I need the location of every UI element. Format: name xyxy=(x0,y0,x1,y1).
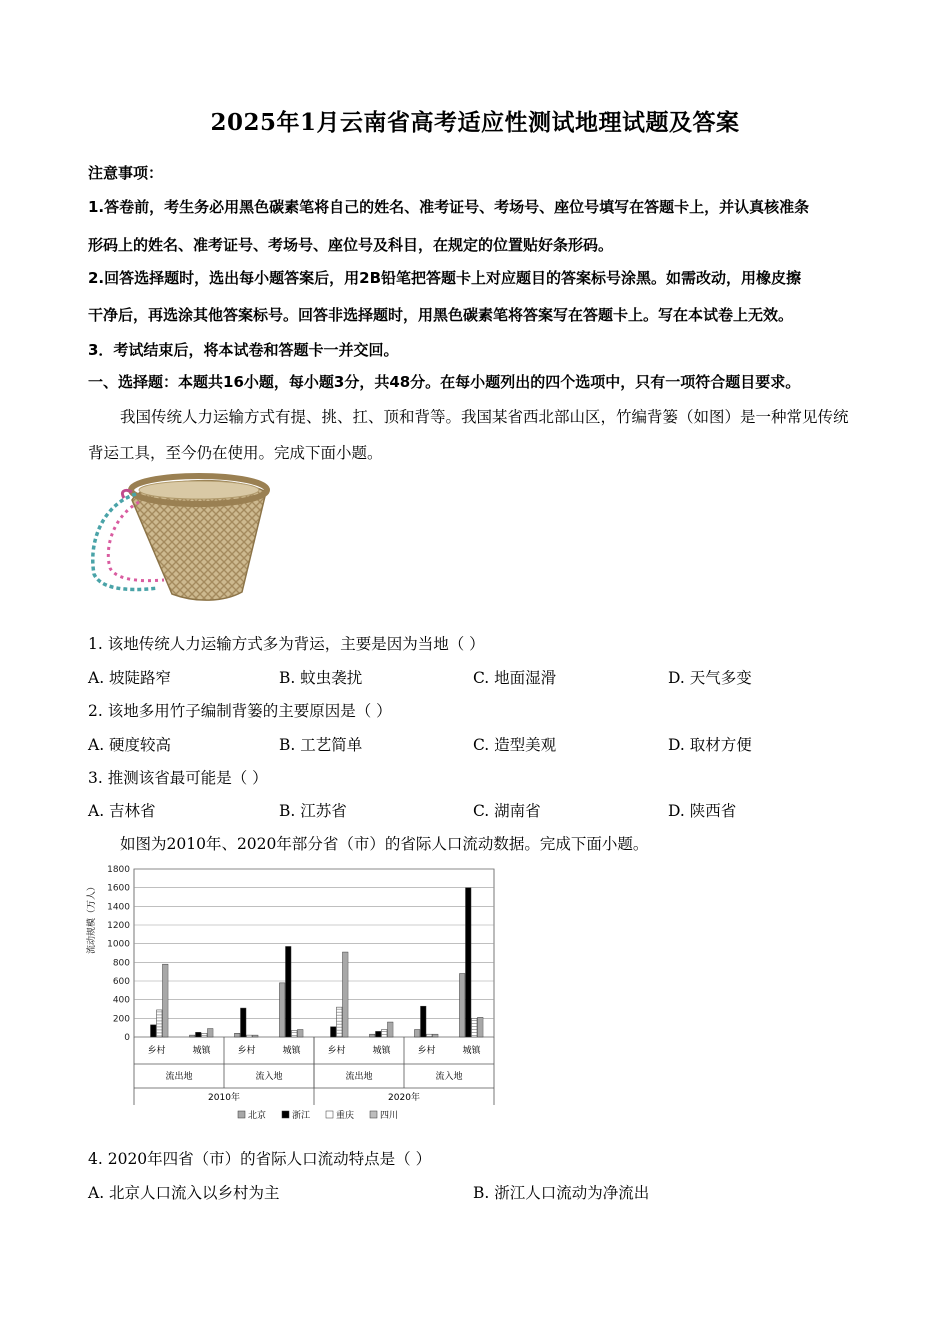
chart-bar-浙江 xyxy=(466,888,472,1037)
notes-heading: 注意事项： xyxy=(88,164,164,182)
chart-ytick-label: 1000 xyxy=(107,939,130,950)
chart-bar-重庆 xyxy=(292,1030,298,1037)
chart-bar-四川 xyxy=(433,1034,439,1037)
note-2-line-1: 2.回答选择题时，选出每小题答案后，用2B铅笔把答题卡上对应题目的答案标号涂黑。如需改动，用橡皮擦 xyxy=(88,269,802,287)
q3-option-a[interactable]: A. 吉林省 xyxy=(88,802,156,820)
chart-year-label: 2010年 xyxy=(208,1093,240,1103)
note-3: 3．考试结束后，将本试卷和答题卡一并交回。 xyxy=(88,341,399,359)
intro-2: 如图为2010年、2020年部分省（市）的省际人口流动数据。完成下面小题。 xyxy=(120,835,649,853)
chart-legend-swatch xyxy=(282,1111,289,1118)
page-title: 2025年1月云南省高考适应性测试地理试题及答案 xyxy=(210,109,740,136)
q3-option-c[interactable]: C. 湖南省 xyxy=(473,802,541,820)
chart-ytick-label: 0 xyxy=(124,1033,130,1043)
chart-bar-北京 xyxy=(190,1035,196,1037)
chart-group-label: 流入地 xyxy=(255,1072,283,1082)
chart-bar-浙江 xyxy=(241,1008,247,1037)
chart-bar-浙江 xyxy=(151,1025,157,1037)
chart-ytick-label: 200 xyxy=(112,1014,130,1025)
chart-bar-四川 xyxy=(163,964,169,1037)
chart-bar-四川 xyxy=(208,1029,214,1037)
chart-category-label: 乡村 xyxy=(327,1046,346,1056)
q1-option-a[interactable]: A. 坡陡路窄 xyxy=(88,669,172,687)
chart-category-label: 城镇 xyxy=(282,1046,301,1056)
chart-bar-北京 xyxy=(235,1033,241,1037)
chart-year-label: 2020年 xyxy=(388,1093,420,1103)
q1-stem: 1. 该地传统人力运输方式多为背运，主要是因为当地（ ） xyxy=(88,635,485,653)
q3-stem: 3. 推测该省最可能是（ ） xyxy=(88,769,268,787)
intro-1-line-2: 背运工具，至今仍在使用。完成下面小题。 xyxy=(88,444,383,462)
chart-category-label: 城镇 xyxy=(462,1046,481,1056)
chart-group-label: 流出地 xyxy=(165,1072,193,1082)
chart-legend-label: 重庆 xyxy=(336,1111,355,1121)
chart-bar-北京 xyxy=(370,1034,376,1037)
population-flow-chart xyxy=(80,858,496,1126)
q1-option-b[interactable]: B. 蚊虫袭扰 xyxy=(279,669,363,687)
chart-plot-frame xyxy=(134,869,494,1037)
chart-ytick-label: 1200 xyxy=(107,921,130,931)
chart-group-label: 流出地 xyxy=(345,1072,373,1082)
chart-legend-label: 浙江 xyxy=(292,1111,311,1121)
q3-option-d[interactable]: D. 陕西省 xyxy=(668,802,737,820)
chart-legend-swatch xyxy=(326,1111,333,1118)
q4-stem: 4. 2020年四省（市）的省际人口流动特点是（ ） xyxy=(88,1150,432,1168)
chart-ytick-label: 400 xyxy=(112,995,130,1006)
chart-bar-重庆 xyxy=(337,1007,343,1037)
chart-bar-四川 xyxy=(343,952,349,1037)
q4-option-b[interactable]: B. 浙江人口流动为净流出 xyxy=(473,1184,650,1202)
chart-ylabel: 流动规模（万人） xyxy=(87,881,97,955)
chart-bar-北京 xyxy=(280,983,286,1037)
chart-bar-重庆 xyxy=(427,1034,433,1037)
note-1-line-2: 形码上的姓名、准考证号、考场号、座位号及科目，在规定的位置贴好条形码。 xyxy=(88,236,614,254)
chart-bar-浙江 xyxy=(421,1006,427,1037)
chart-bar-重庆 xyxy=(247,1035,253,1037)
q3-option-b[interactable]: B. 江苏省 xyxy=(279,802,347,820)
chart-category-label: 城镇 xyxy=(192,1046,211,1056)
chart-bar-北京 xyxy=(460,974,466,1037)
chart-ytick-label: 1400 xyxy=(107,902,130,913)
note-2-line-2: 干净后，再选涂其他答案标号。回答非选择题时，用黑色碳素笔将答案写在答题卡上。写在本试卷上无效。 xyxy=(88,306,794,324)
chart-bar-重庆 xyxy=(472,1018,478,1037)
q2-option-c[interactable]: C. 造型美观 xyxy=(473,736,557,754)
intro-1-line-1: 我国传统人力运输方式有提、挑、扛、顶和背等。我国某省西北部山区，竹编背篓（如图）是一种常见传统 xyxy=(120,408,849,426)
chart-legend-swatch xyxy=(238,1111,245,1118)
chart-ytick-label: 1800 xyxy=(107,865,130,875)
chart-category-label: 城镇 xyxy=(372,1046,391,1056)
chart-bar-浙江 xyxy=(286,946,292,1037)
chart-bar-浙江 xyxy=(331,1027,337,1037)
chart-category-label: 乡村 xyxy=(147,1046,166,1056)
section-1-heading: 一、选择题：本题共16小题，每小题3分，共48分。在每小题列出的四个选项中，只有一项符合题目要求。 xyxy=(88,373,801,391)
chart-bar-浙江 xyxy=(196,1032,202,1037)
chart-legend-label: 北京 xyxy=(248,1111,267,1121)
chart-legend-label: 四川 xyxy=(380,1111,399,1121)
chart-bar-四川 xyxy=(253,1035,259,1037)
chart-bar-四川 xyxy=(388,1022,394,1037)
chart-group-label: 流入地 xyxy=(435,1072,463,1082)
chart-bar-四川 xyxy=(478,1017,484,1037)
chart-category-label: 乡村 xyxy=(417,1046,436,1056)
q2-stem: 2. 该地多用竹子编制背篓的主要原因是（ ） xyxy=(88,702,392,720)
bamboo-basket-image xyxy=(84,470,274,610)
chart-ytick-label: 600 xyxy=(112,977,130,987)
q2-option-a[interactable]: A. 硬度较高 xyxy=(88,736,172,754)
chart-category-label: 乡村 xyxy=(237,1046,256,1056)
chart-bar-北京 xyxy=(415,1030,421,1037)
note-1-line-1: 1.答卷前，考生务必用黑色碳素笔将自己的姓名、准考证号、考场号、座位号填写在答题卡上，并认真核准条 xyxy=(88,198,810,216)
q4-option-a[interactable]: A. 北京人口流入以乡村为主 xyxy=(88,1184,280,1202)
chart-ytick-label: 800 xyxy=(112,958,130,969)
chart-bar-四川 xyxy=(298,1030,304,1037)
chart-ytick-label: 1600 xyxy=(107,883,130,894)
chart-bar-重庆 xyxy=(382,1030,388,1037)
q2-option-d[interactable]: D. 取材方便 xyxy=(668,736,752,754)
q1-option-d[interactable]: D. 天气多变 xyxy=(668,669,752,687)
q2-option-b[interactable]: B. 工艺简单 xyxy=(279,736,363,754)
chart-legend-swatch xyxy=(370,1111,377,1118)
chart-bar-浙江 xyxy=(376,1031,382,1037)
q1-option-c[interactable]: C. 地面湿滑 xyxy=(473,669,557,687)
